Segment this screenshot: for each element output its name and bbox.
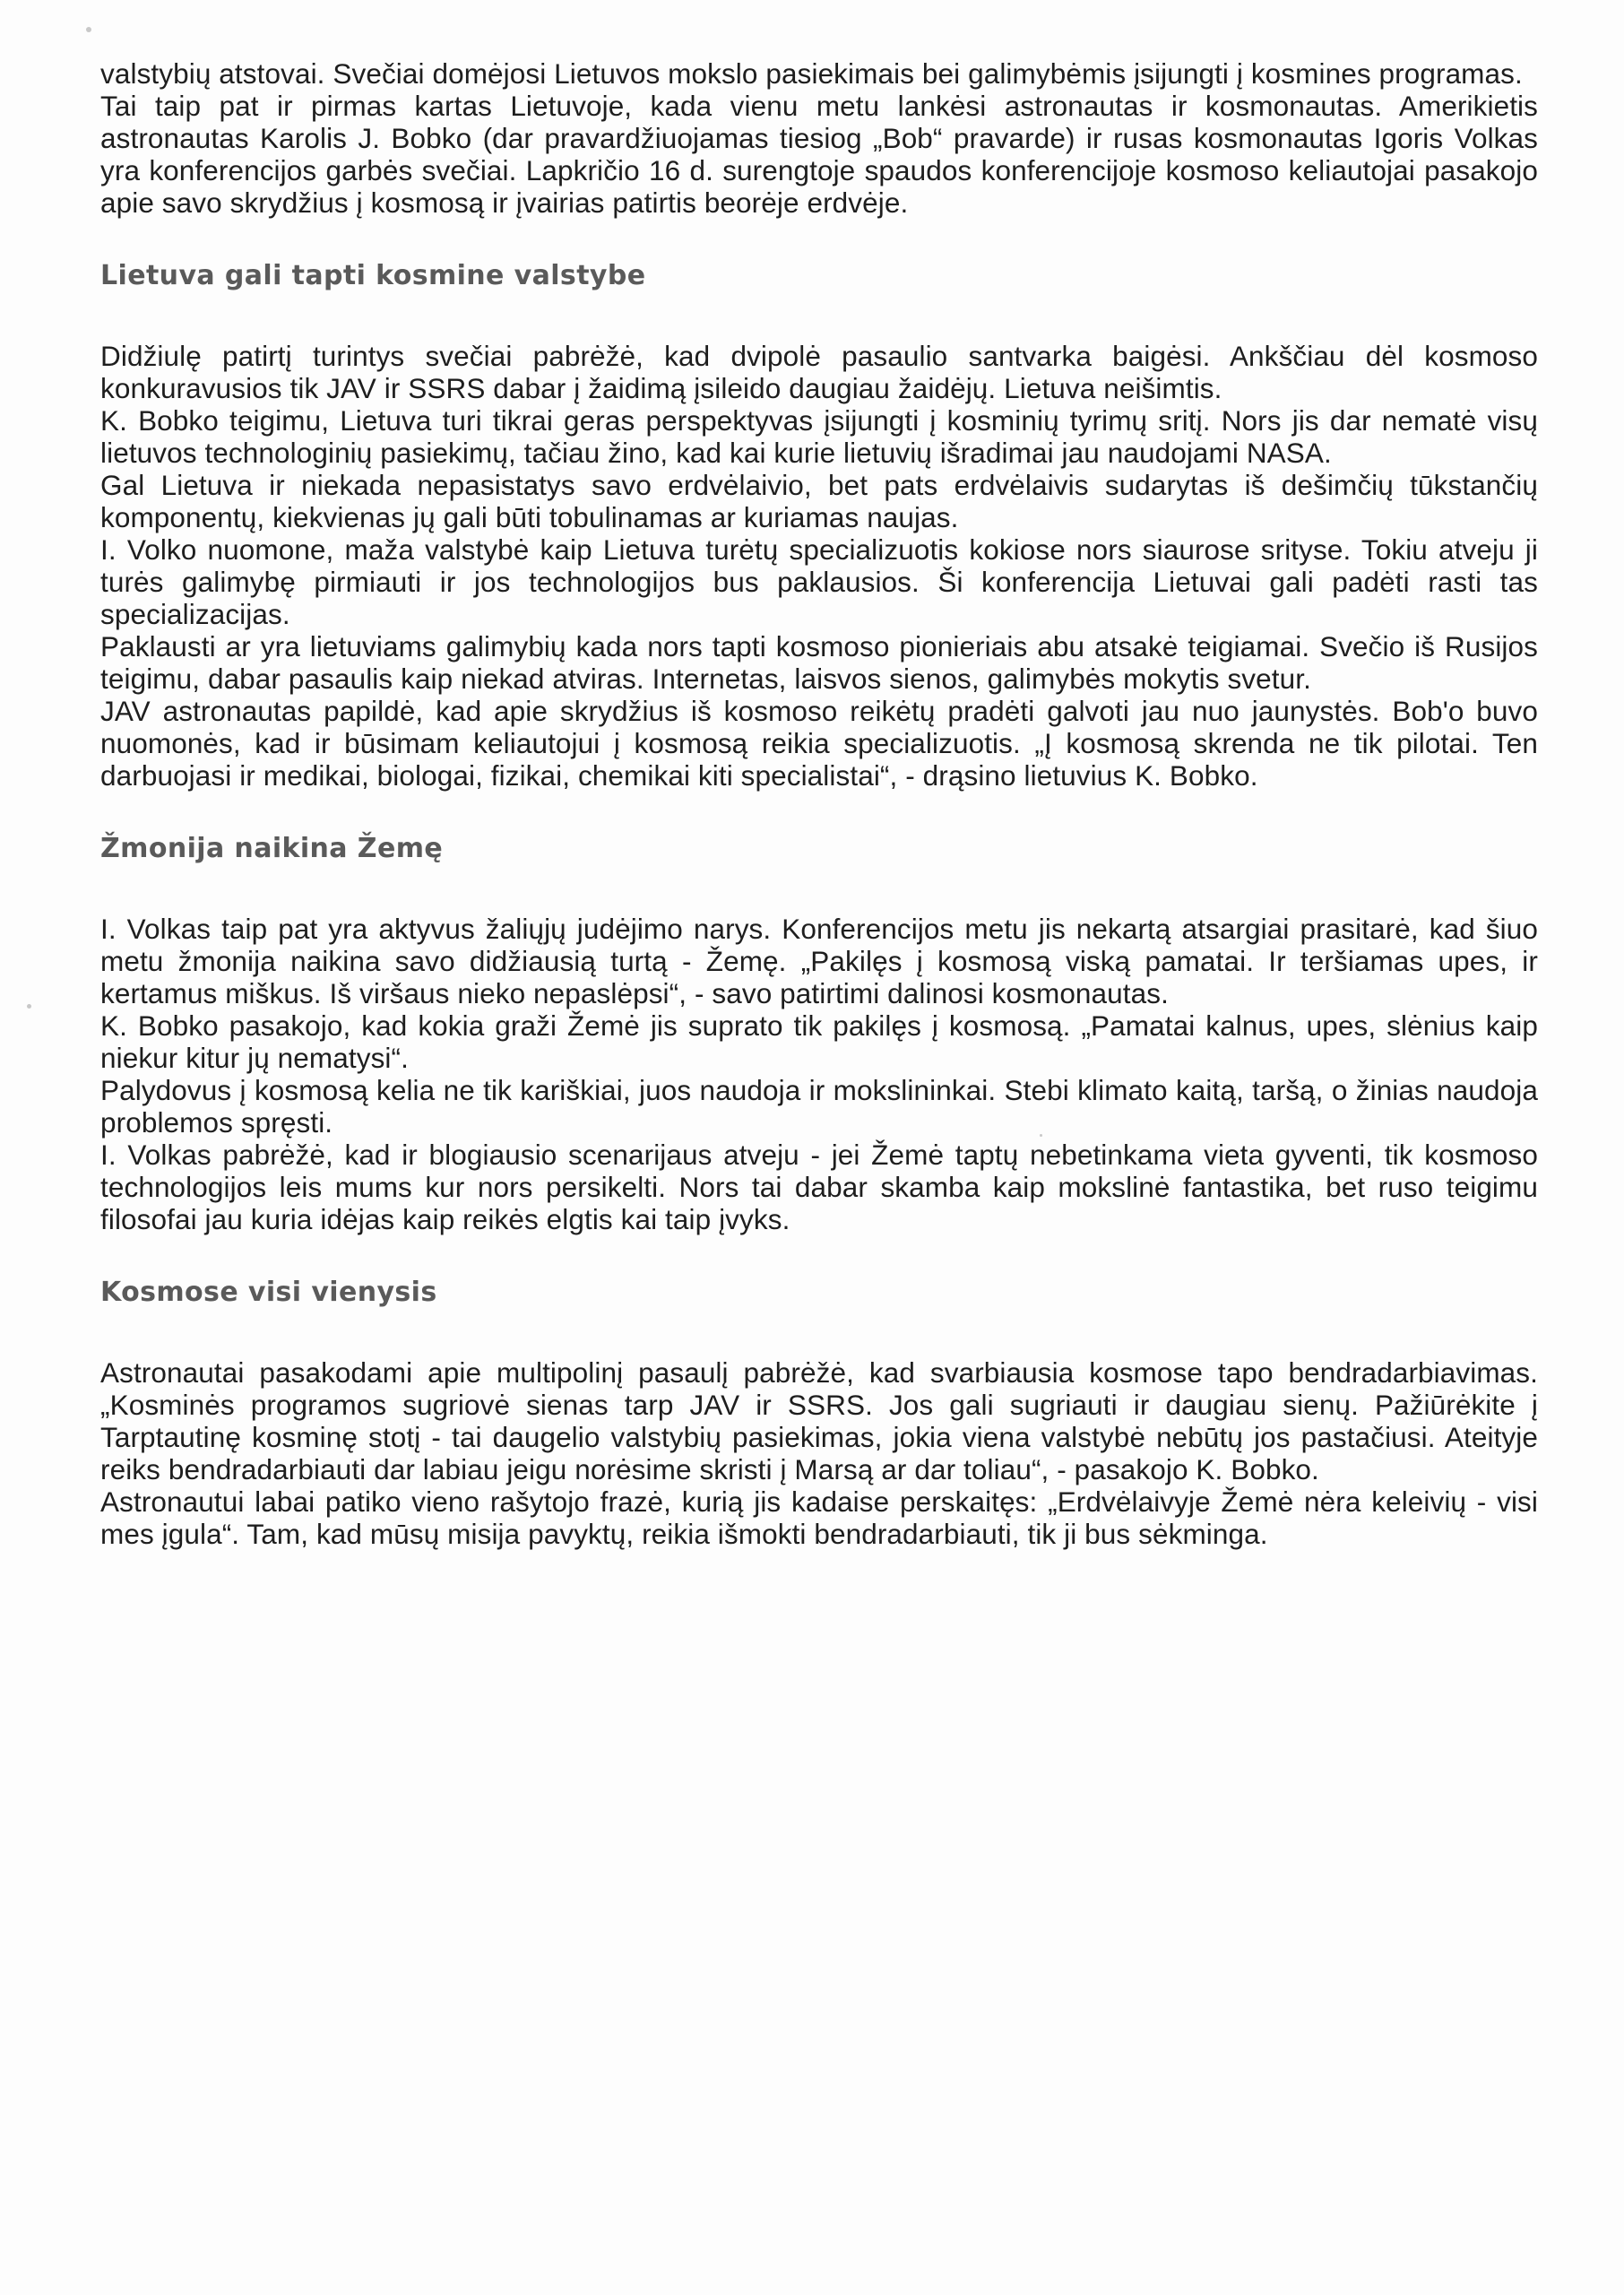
section-paragraph: I. Volkas taip pat yra aktyvus žaliųjų judėjimo narys. Konferencijos metu jis nekartą atsargiai prasitarė, kad šiuo metu žmonija naikina savo didžiausią turtą - Žemę. „Pakilęs į kosmosą viską pamatai. Ir teršiamas upes, ir kertamus miškus. Iš viršaus nieko nepaslėpsi“, - savo patirtimi dalinosi kosmonautas.	[100, 913, 1538, 1009]
section-paragraph: Palydovus į kosmosą kelia ne tik kariškiai, juos naudoja ir mokslininkai. Stebi klimato kaitą, taršą, o žinias naudoja problemos spręsti.	[100, 1074, 1538, 1139]
section-heading: Lietuva gali tapti kosmine valstybe	[100, 260, 646, 291]
section-heading: Kosmose visi vienysis	[100, 1277, 437, 1308]
section-paragraph: Didžiulę patirtį turintys svečiai pabrėžė, kad dvipolė pasaulio santvarka baigėsi. Ankščiau dėl kosmoso konkuravusios tik JAV ir SSRS dabar į žaidimą įsileido daugiau žaidėjų. Lietuva neišimtis.	[100, 340, 1538, 404]
section-paragraph: Paklausti ar yra lietuviams galimybių kada nors tapti kosmoso pionieriais abu atsakė teigiamai. Svečio iš Rusijos teigimu, dabar pasaulis kaip niekad atviras. Internetas, laisvos sienos, galimybės mokytis svetur.	[100, 630, 1538, 695]
article-body	[100, 57, 1538, 1550]
scan-speck	[86, 27, 91, 32]
section-paragraph: I. Volko nuomone, maža valstybė kaip Lietuva turėtų specializuotis kokiose nors siaurose srityse. Tokiu atveju ji turės galimybę pirmiauti ir jos technologijos bus paklausios. Ši konferencija Lietuvai gali padėti rasti tas specializacijas.	[100, 533, 1538, 630]
section-paragraph: JAV astronautas papildė, kad apie skrydžius iš kosmoso reikėtų pradėti galvoti jau nuo jaunystės. Bob'o buvo nuomonės, kad ir būsimam keliautojui į kosmosą reikia specializuotis. „Į kosmosą skrenda ne tik pilotai. Ten darbuojasi ir medikai, biologai, fizikai, chemikai kiti specialistai“, - drąsino lietuvius K. Bobko.	[100, 695, 1538, 792]
intro-paragraph: valstybių atstovai. Svečiai domėjosi Lietuvos mokslo pasiekimais bei galimybėmis įsijungti į kosmines programas.	[100, 57, 1523, 90]
intro-paragraph: Tai taip pat ir pirmas kartas Lietuvoje, kada vienu metu lankėsi astronautas ir kosmonautas. Amerikietis astronautas Karolis J. Bobko (dar pravardžiuojamas tiesiog „Bob“ pravarde) ir rusas kosmonautas Igoris Volkas yra konferencijos garbės svečiai. Lapkričio 16 d. surengtoje spaudos konferencijoje kosmoso keliautojai pasakojo apie savo skrydžius į kosmosą ir įvairias patirtis beorėje erdvėje.	[100, 90, 1538, 219]
section-paragraph: Gal Lietuva ir niekada nepasistatys savo erdvėlaivio, bet pats erdvėlaivis sudarytas iš dešimčių tūkstančių komponentų, kiekvienas jų gali būti tobulinamas ar kuriamas naujas.	[100, 469, 1538, 533]
section-paragraph: I. Volkas pabrėžė, kad ir blogiausio scenarijaus atveju - jei Žemė taptų nebetinkama vieta gyventi, tik kosmoso technologijos leis mums kur nors persikelti. Nors tai dabar skamba kaip mokslinė fantastika, bet ruso teigimu filosofai jau kuria idėjas kaip reikės elgtis kai taip įvyks.	[100, 1139, 1538, 1235]
scan-speck	[27, 1004, 31, 1009]
section-paragraph: K. Bobko teigimu, Lietuva turi tikrai geras perspektyvas įsijungti į kosminių tyrimų sritį. Nors jis dar nematė visų lietuvos technologinių pasiekimų, tačiau žino, kad kai kurie lietuvių išradimai jau naudojami NASA.	[100, 404, 1538, 469]
section-heading: Žmonija naikina Žemę	[100, 833, 444, 864]
section-paragraph: K. Bobko pasakojo, kad kokia graži Žemė jis suprato tik pakilęs į kosmosą. „Pamatai kalnus, upes, slėnius kaip niekur kitur jų nematysi“.	[100, 1009, 1538, 1074]
section-paragraph: Astronautai pasakodami apie multipolinį pasaulį pabrėžė, kad svarbiausia kosmose tapo bendradarbiavimas. „Kosminės programos sugriovė sienas tarp JAV ir SSRS. Jos gali sugriauti ir daugiau sienų. Pažiūrėkite į Tarptautinę kosminę stotį - tai daugelio valstybių pasiekimas, jokia viena valstybė nebūtų jos pastačiusi. Ateityje reiks bendradarbiauti dar labiau jeigu norėsime skristi į Marsą ar dar toliau“, - pasakojo K. Bobko.	[100, 1356, 1538, 1485]
section-paragraph: Astronautui labai patiko vieno rašytojo frazė, kurią jis kadaise perskaitęs: „Erdvėlaivyje Žemė nėra keleivių - visi mes įgula“. Tam, kad mūsų misija pavyktų, reikia išmokti bendradarbiauti, tik ji bus sėkminga.	[100, 1485, 1538, 1550]
